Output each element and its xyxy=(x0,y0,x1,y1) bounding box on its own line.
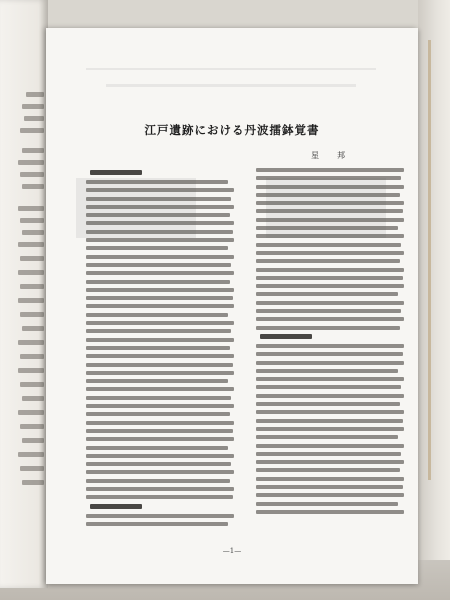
body-text-line xyxy=(256,326,400,330)
body-text-line xyxy=(256,201,404,205)
previous-page-text-line xyxy=(20,424,44,429)
body-text-line xyxy=(256,419,403,423)
text-column-right xyxy=(256,168,404,543)
body-text-line xyxy=(86,263,231,267)
body-text-line xyxy=(256,460,404,464)
body-text-line xyxy=(86,446,228,450)
body-text-line xyxy=(256,427,404,431)
previous-page-text-line xyxy=(18,206,44,211)
body-text-line xyxy=(86,495,233,499)
body-text-line xyxy=(256,394,404,398)
body-text-line xyxy=(256,510,404,514)
previous-page-text-line xyxy=(22,230,44,235)
body-text-line xyxy=(86,354,234,358)
body-text-line xyxy=(86,429,233,433)
body-text-line xyxy=(86,205,234,209)
previous-page-text-line xyxy=(18,340,44,345)
body-text-line xyxy=(256,344,404,348)
section-heading xyxy=(90,504,142,509)
previous-page-text-line xyxy=(20,284,44,289)
body-text-line xyxy=(86,255,234,259)
body-text-line xyxy=(256,361,404,365)
page-title: 江戸遺跡における丹波擂鉢覚書 xyxy=(144,123,320,137)
previous-page-text-line xyxy=(18,298,44,303)
body-text-line xyxy=(86,487,234,491)
body-text-line xyxy=(86,230,233,234)
body-text-line xyxy=(86,288,234,292)
previous-page-text-line xyxy=(22,480,44,485)
body-text-line xyxy=(256,234,404,238)
body-text-line xyxy=(86,329,231,333)
body-text-line xyxy=(86,304,234,308)
background-edge xyxy=(428,40,431,480)
show-through-mark xyxy=(106,84,356,87)
body-text-line xyxy=(256,226,398,230)
author-name: 星 邦 xyxy=(311,151,350,160)
previous-page-text-line xyxy=(22,326,44,331)
body-text-line xyxy=(256,268,404,272)
background-wall xyxy=(418,0,450,600)
previous-page-text-line xyxy=(22,184,44,189)
body-text-line xyxy=(256,309,401,313)
previous-page-text-line xyxy=(20,466,44,471)
previous-page-text-line xyxy=(22,438,44,443)
body-text-line xyxy=(86,271,234,275)
previous-page-text-line xyxy=(18,368,44,373)
body-text-line xyxy=(86,479,230,483)
body-text-line xyxy=(86,514,234,518)
body-text-line xyxy=(256,435,398,439)
previous-page-text-line xyxy=(18,452,44,457)
previous-page-text-line xyxy=(24,116,44,121)
show-through-mark xyxy=(86,68,376,70)
body-text-line xyxy=(256,317,404,321)
body-text-line xyxy=(256,452,401,456)
body-text-line xyxy=(86,346,230,350)
body-text-line xyxy=(86,238,234,242)
body-text-line xyxy=(86,437,234,441)
body-text-line xyxy=(86,246,228,250)
previous-page-text-line xyxy=(18,160,44,165)
body-text-line xyxy=(86,462,231,466)
body-text-line xyxy=(86,379,228,383)
body-text-line xyxy=(256,444,404,448)
previous-page-text-line xyxy=(18,242,44,247)
body-text-line xyxy=(86,180,228,184)
previous-page-text-line xyxy=(26,92,44,97)
body-text-line xyxy=(256,209,403,213)
previous-page-text-line xyxy=(22,396,44,401)
body-text-line xyxy=(86,387,234,391)
body-text-line xyxy=(86,470,234,474)
previous-page-text-line xyxy=(22,148,44,153)
body-text-line xyxy=(256,493,404,497)
body-text-line xyxy=(256,292,398,296)
body-text-line xyxy=(86,396,231,400)
body-text-line xyxy=(86,338,234,342)
body-text-line xyxy=(256,410,404,414)
body-text-line xyxy=(86,454,234,458)
body-text-line xyxy=(256,168,404,172)
body-text-line xyxy=(256,276,403,280)
body-text-line xyxy=(256,193,400,197)
previous-page-text-line xyxy=(22,104,44,109)
previous-page-text-line xyxy=(20,218,44,223)
body-text-line xyxy=(256,385,401,389)
body-text-line xyxy=(256,485,403,489)
body-text-line xyxy=(86,213,230,217)
body-text-line xyxy=(256,218,404,222)
previous-page-text-line xyxy=(18,270,44,275)
body-text-line xyxy=(86,421,234,425)
body-text-line xyxy=(86,188,234,192)
previous-page-text-line xyxy=(20,382,44,387)
body-text-line xyxy=(256,502,398,506)
previous-page-text-line xyxy=(20,354,44,359)
section-heading xyxy=(90,170,142,175)
body-text-line xyxy=(256,185,404,189)
body-text-line xyxy=(256,284,404,288)
body-text-line xyxy=(256,243,401,247)
body-text-line xyxy=(86,522,228,526)
previous-page-text-line xyxy=(20,172,44,177)
body-text-line xyxy=(256,352,403,356)
body-text-line xyxy=(256,402,400,406)
text-column-left xyxy=(86,168,234,543)
body-text-line xyxy=(86,313,228,317)
body-text-line xyxy=(86,197,231,201)
body-text-line xyxy=(86,280,230,284)
body-text-line xyxy=(86,412,230,416)
body-text-line xyxy=(256,176,401,180)
body-text-line xyxy=(86,404,234,408)
document-page xyxy=(46,28,418,584)
body-text-line xyxy=(256,259,400,263)
previous-page-text-line xyxy=(20,128,44,133)
previous-page-edge xyxy=(0,0,48,588)
body-text-line xyxy=(256,377,404,381)
previous-page-text-line xyxy=(18,410,44,415)
body-text-line xyxy=(86,363,233,367)
body-text-line xyxy=(86,321,234,325)
body-text-line xyxy=(256,477,404,481)
body-text-line xyxy=(256,369,398,373)
body-text-line xyxy=(256,251,404,255)
body-text-line xyxy=(86,296,233,300)
previous-page-text-line xyxy=(20,256,44,261)
page-number: —1— xyxy=(222,547,242,555)
body-text-line xyxy=(256,468,400,472)
body-text-line xyxy=(86,221,234,225)
body-text-line xyxy=(86,371,234,375)
body-text-line xyxy=(256,301,404,305)
section-heading xyxy=(260,334,312,339)
previous-page-text-line xyxy=(20,312,44,317)
